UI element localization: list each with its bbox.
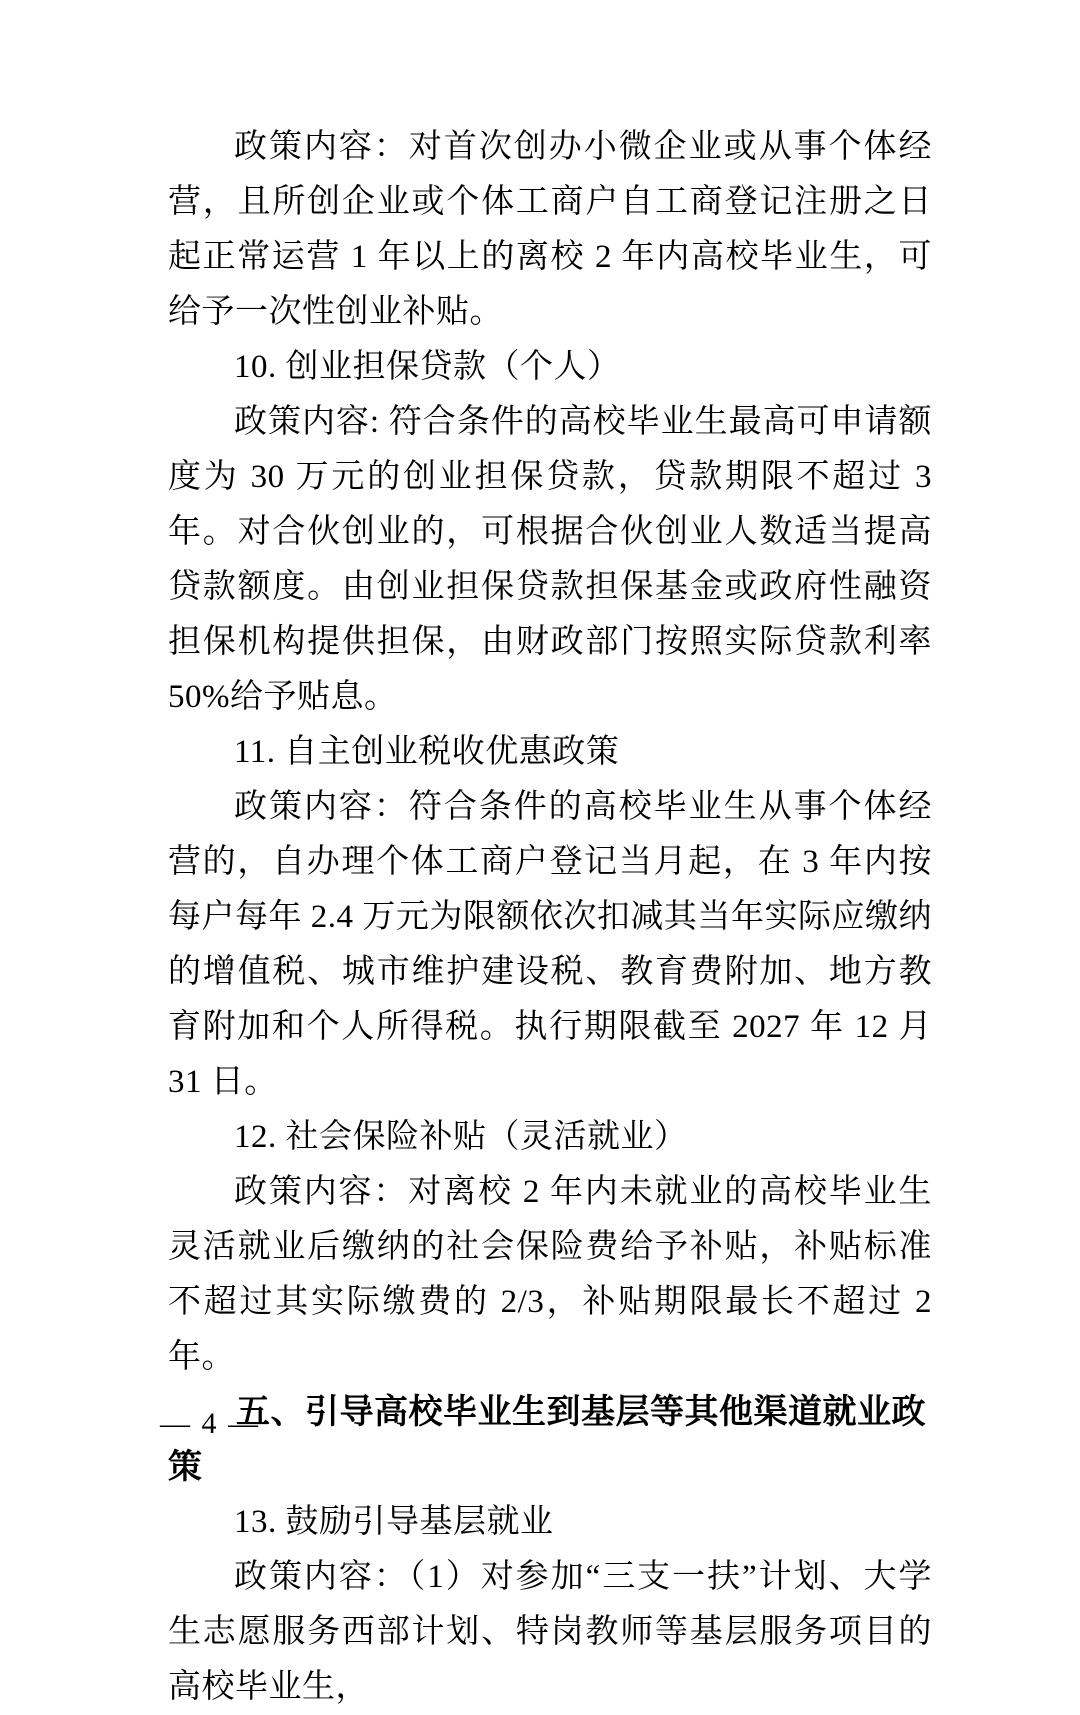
policy-paragraph: 政策内容: 符合条件的高校毕业生最高可申请额度为 30 万元的创业担保贷款，贷款期限不超过 3 年。对合伙创业的，可根据合伙创业人数适当提高贷款额度。由创业担保贷款担保基金或政府性融资担保机构提供担保，由财政部门按照实际贷款利率 50%给予贴息。 xyxy=(168,404,932,715)
policy-paragraph: 政策内容：（1）对参加“三支一扶”计划、大学生志愿服务西部计划、特岗教师等基层服务项目的高校毕业生， xyxy=(168,1559,932,1705)
policy-paragraph: 政策内容：符合条件的高校毕业生从事个体经营的，自办理个体工商户登记当月起，在 3 年内按每户每年 2.4 万元为限额依次扣减其当年实际应缴纳的增值税、城市维护建设税、教育费附加、地方教育附加和个人所得税。执行期限截至 2027 年 12 月 31 日。 xyxy=(168,789,933,1100)
document-body xyxy=(168,120,932,1715)
policy-item-heading: 10. 创业担保贷款（个人） xyxy=(234,349,621,385)
policy-paragraph: 政策内容：对首次创办小微企业或从事个体经营，且所创企业或个体工商户自工商登记注册之日起正常运营 1 年以上的离校 2 年内高校毕业生，可给予一次性创业补贴。 xyxy=(168,129,932,330)
policy-item-heading: 13. 鼓励引导基层就业 xyxy=(234,1504,554,1540)
policy-item-heading: 12. 社会保险补贴（灵活就业） xyxy=(234,1119,688,1155)
section-heading: 五、引导高校毕业生到基层等其他渠道就业政策 xyxy=(168,1393,926,1486)
policy-item-heading: 11. 自主创业税收优惠政策 xyxy=(234,734,620,770)
policy-paragraph: 政策内容：对离校 2 年内未就业的高校毕业生灵活就业后缴纳的社会保险费给予补贴，补贴标准不超过其实际缴费的 2/3，补贴期限最长不超过 2 年。 xyxy=(168,1174,932,1375)
page-number: — 4 — xyxy=(160,1407,260,1440)
